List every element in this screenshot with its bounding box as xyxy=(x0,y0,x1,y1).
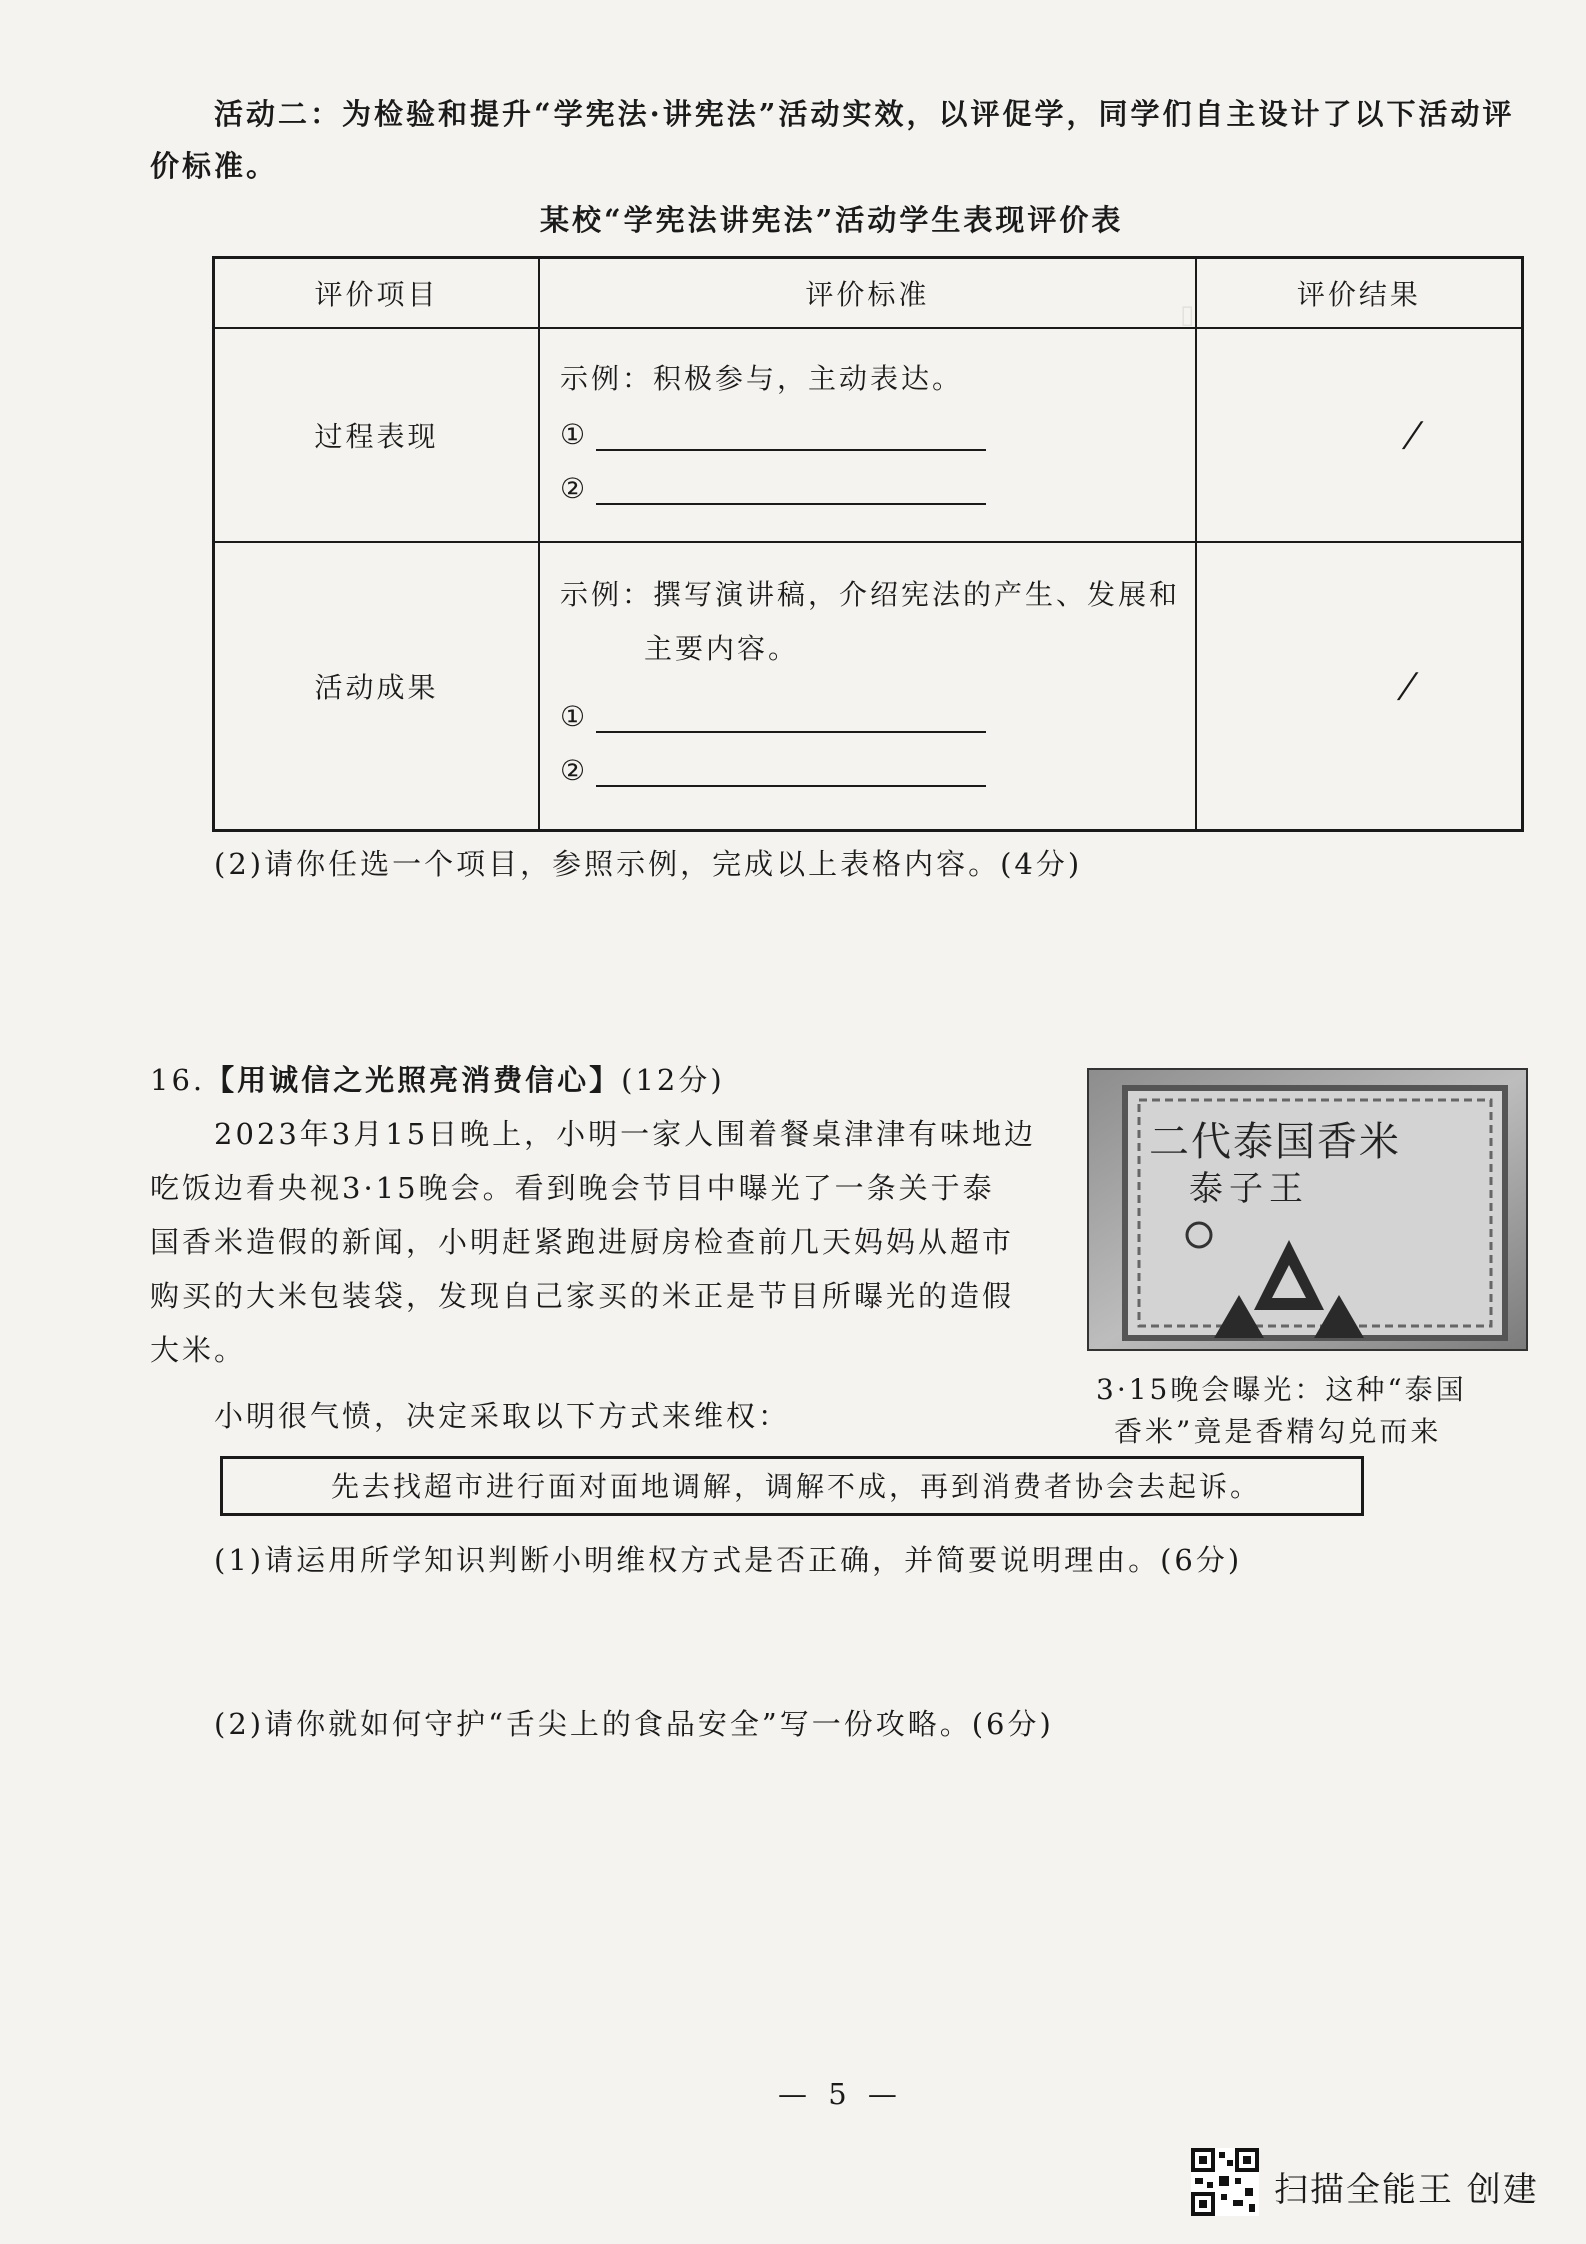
blank-2-label: ② xyxy=(559,471,589,505)
answer-blank-1[interactable] xyxy=(596,449,986,451)
rice-bag-photo xyxy=(1087,1068,1528,1351)
blank-2-label: ② xyxy=(559,753,589,787)
rights-method-box xyxy=(220,1456,1364,1516)
header-criteria: 评价标准 xyxy=(539,258,1196,328)
activity2-line1: 活动二：为检验和提升“学宪法·讲宪法”活动实效，以评促学，同学们自主设计了以下活动评 xyxy=(214,97,1515,131)
table-title: 某校“学宪法讲宪法”活动学生表现评价表 xyxy=(540,203,1124,237)
criteria-example-cont: 主要内容。 xyxy=(643,631,799,665)
activity2-line2: 价标准。 xyxy=(150,149,279,183)
row-criteria-process xyxy=(539,328,1196,542)
bleed-through: ▯ xyxy=(1180,300,1195,330)
question-16-1: (1)请运用所学知识判断小明维权方式是否正确，并简要说明理由。(6分) xyxy=(214,1543,1243,1577)
answer-blank-1[interactable] xyxy=(596,731,986,733)
q16-paragraph-line: 2023年3月15日晚上，小明一家人围着餐桌津津有味地边 xyxy=(214,1117,1037,1151)
rights-method-text: 先去找超市进行面对面地调解，调解不成，再到消费者协会去起诉。 xyxy=(331,1470,1262,1503)
photo-caption-line2: 香米”竟是香精勾兑而来 xyxy=(1114,1415,1442,1448)
photo-label-brand: 泰子王 xyxy=(1189,1169,1309,1209)
blank-1-label: ① xyxy=(559,699,589,733)
answer-blank-2[interactable] xyxy=(596,503,986,505)
row-result-outcome xyxy=(1196,542,1523,831)
header-item: 评价项目 xyxy=(214,258,539,328)
question-16-2: (2)请你就如何守护“舌尖上的食品安全”写一份攻略。(6分) xyxy=(214,1707,1054,1741)
photo-caption-line1: 3·15晚会曝光：这种“泰国 xyxy=(1096,1373,1467,1406)
row-criteria-outcome xyxy=(539,542,1196,831)
question-score: (12分) xyxy=(621,1063,725,1097)
q16-intro: 小明很气愤，决定采取以下方式来维权： xyxy=(214,1399,791,1433)
row-item-process: 过程表现 xyxy=(214,328,539,542)
evaluation-table xyxy=(212,256,1524,832)
question-title: 【用诚信之光照亮消费信心】 xyxy=(205,1063,622,1097)
blank-1-label: ① xyxy=(559,417,589,451)
criteria-example: 示例：积极参与，主动表达。 xyxy=(559,361,963,395)
table-row xyxy=(214,542,1523,831)
result-slash-mark: / xyxy=(1399,414,1429,455)
q16-paragraph-line: 国香米造假的新闻，小明赶紧跑进厨房检查前几天妈妈从超市 xyxy=(150,1225,1015,1259)
q16-paragraph-line: 吃饭边看央视3·15晚会。看到晚会节目中曝光了一条关于泰 xyxy=(150,1171,995,1205)
result-slash-mark: / xyxy=(1394,665,1424,706)
rice-bag-image xyxy=(1089,1070,1528,1351)
row-result-process xyxy=(1196,328,1523,542)
header-result: 评价结果 xyxy=(1196,258,1523,328)
scanner-watermark: 扫描全能王 创建 xyxy=(1274,2170,1539,2210)
question-number: 16. xyxy=(150,1063,206,1097)
table-row xyxy=(214,328,1523,542)
q16-paragraph-line: 大米。 xyxy=(150,1333,247,1367)
question-15-2: (2)请你任选一个项目，参照示例，完成以上表格内容。(4分) xyxy=(214,847,1083,881)
criteria-example: 示例：撰写演讲稿，介绍宪法的产生、发展和 xyxy=(559,577,1180,611)
page-number: — 5 — xyxy=(778,2077,903,2111)
row-item-outcome: 活动成果 xyxy=(214,542,539,831)
qr-code-icon xyxy=(1191,2148,1259,2216)
question-16-heading xyxy=(150,1063,725,1097)
answer-blank-2[interactable] xyxy=(596,785,986,787)
photo-label-product: 二代泰国香米 xyxy=(1149,1119,1401,1165)
table-header-row xyxy=(214,258,1523,328)
q16-paragraph-line: 购买的大米包装袋，发现自己家买的米正是节目所曝光的造假 xyxy=(150,1279,1015,1313)
